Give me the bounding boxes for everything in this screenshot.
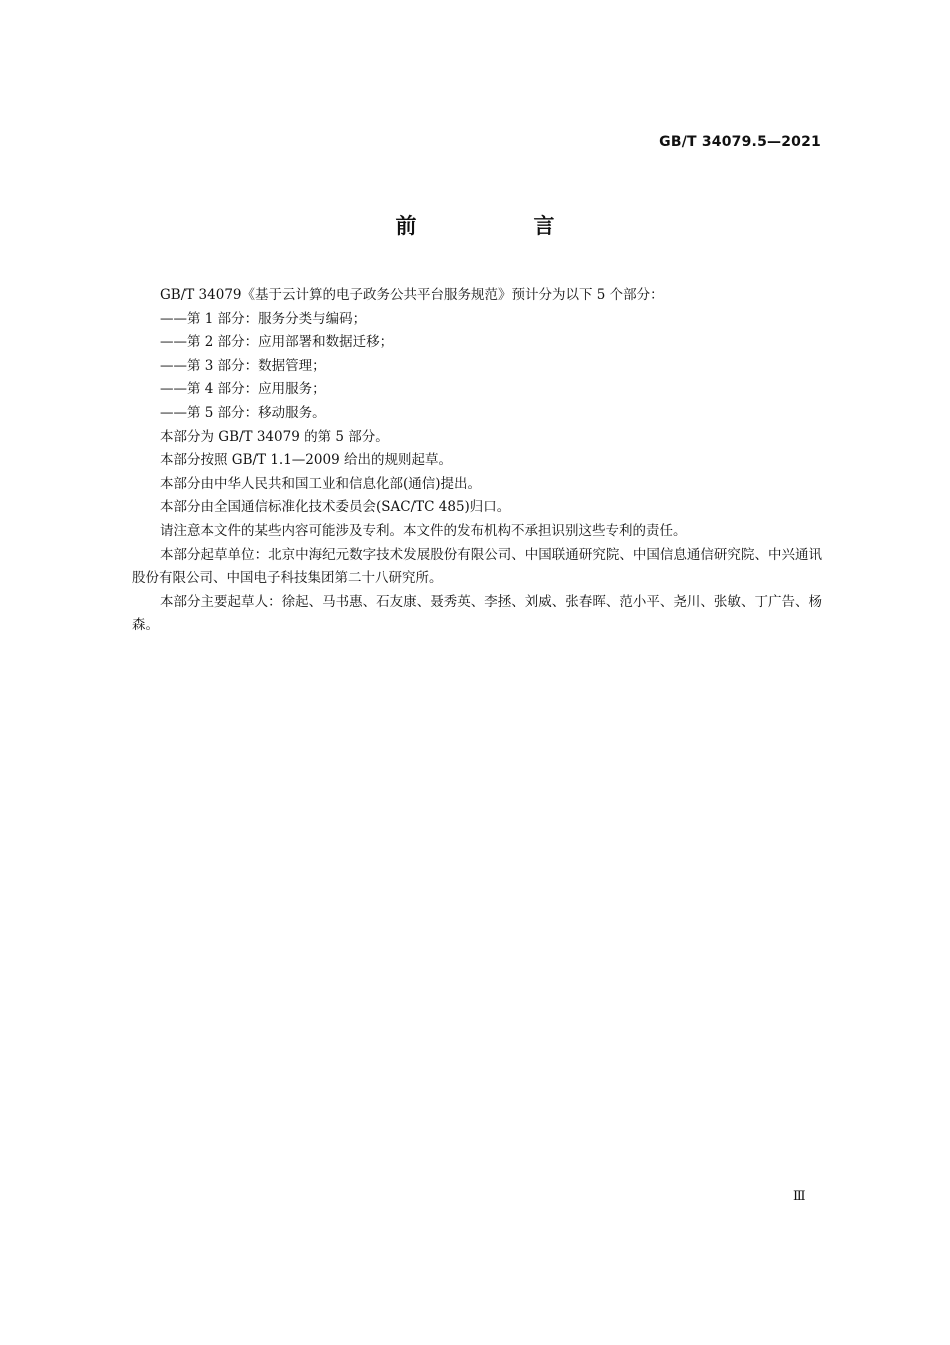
page-number: Ⅲ [793,1189,806,1204]
paragraph-part-4: ——第 4 部分：应用服务； [160,381,326,398]
standard-code: GB/T 34079.5—2021 [659,134,821,150]
page-title: 前 言 [395,214,603,238]
paragraph-drafters: 本部分主要起草人：徐起、马书惠、石友康、聂秀英、李拯、刘威、张春晖、范小平、尧川、张敏、丁广告、杨森。 [132,593,822,634]
paragraph-part-2: ——第 2 部分：应用部署和数据迁移； [160,334,394,351]
paragraph-drafting-rules: 本部分按照 GB/T 1.1—2009 给出的规则起草。 [160,452,452,469]
paragraph-intro: GB/T 34079《基于云计算的电子政务公共平台服务规范》预计分为以下 5 个部分： [160,287,664,303]
paragraph-administrator: 本部分由全国通信标准化技术委员会(SAC/TC 485)归口。 [160,499,511,516]
paragraph-part-5: ——第 5 部分：移动服务。 [160,404,326,421]
paragraph-part-3: ——第 3 部分：数据管理； [160,357,326,374]
paragraph-patent-notice: 请注意本文件的某些内容可能涉及专利。本文件的发布机构不承担识别这些专利的责任。 [160,522,687,539]
paragraph-this-part: 本部分为 GB/T 34079 的第 5 部分。 [160,428,389,445]
foreword-body [132,284,822,638]
paragraph-part-1: ——第 1 部分：服务分类与编码； [160,310,367,327]
paragraph-drafting-units: 本部分起草单位：北京中海纪元数字技术发展股份有限公司、中国联通研究院、中国信息通信研究院、中兴通讯股份有限公司、中国电子科技集团第二十八研究所。 [132,546,822,587]
paragraph-proposer: 本部分由中华人民共和国工业和信息化部(通信)提出。 [160,475,482,492]
